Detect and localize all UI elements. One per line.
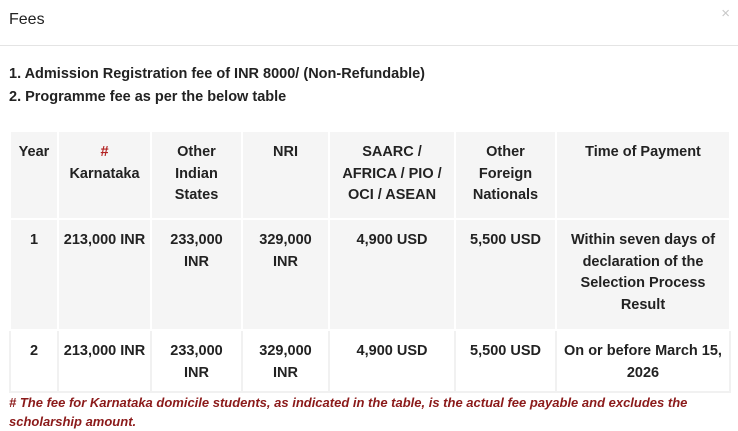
cell-karnataka: 213,000 INR xyxy=(58,219,151,330)
cell-year: 1 xyxy=(10,219,58,330)
modal-header xyxy=(0,0,738,46)
fee-intro xyxy=(9,63,425,109)
cell-other-indian-states: 233,000 INR xyxy=(151,330,242,392)
cell-other-foreign: 5,500 USD xyxy=(455,219,556,330)
header-other-indian-states: Other Indian States xyxy=(151,131,242,219)
cell-saarc: 4,900 USD xyxy=(329,219,455,330)
karnataka-footnote: # The fee for Karnataka domicile students, as indicated in the table, is the actual fee payable and excludes the scholarship amount. xyxy=(9,395,688,429)
cell-time-of-payment: Within seven days of declaration of the Selection Process Result xyxy=(556,219,730,330)
registration-fee-line: 1. Admission Registration fee of INR 8000/ (Non-Refundable) xyxy=(9,66,425,82)
close-icon[interactable]: × xyxy=(721,5,730,22)
header-year: Year xyxy=(10,131,58,219)
header-time-of-payment: Time of Payment xyxy=(556,131,730,219)
cell-nri: 329,000 INR xyxy=(242,219,329,330)
modal-title: Fees xyxy=(9,11,45,28)
header-karnataka xyxy=(58,131,151,219)
header-other-foreign: Other Foreign Nationals xyxy=(455,131,556,219)
table-header-row xyxy=(10,131,730,219)
cell-year: 2 xyxy=(10,330,58,392)
cell-saarc: 4,900 USD xyxy=(329,330,455,392)
header-karnataka-label: Karnataka xyxy=(69,165,140,182)
header-saarc: SAARC / AFRICA / PIO / OCI / ASEAN xyxy=(329,131,455,219)
table-row xyxy=(10,219,730,330)
cell-time-of-payment: On or before March 15, 2026 xyxy=(556,330,730,392)
programme-fee-line: 2. Programme fee as per the below table xyxy=(9,89,287,105)
table-row xyxy=(10,330,730,392)
header-nri: NRI xyxy=(242,131,329,219)
fees-table xyxy=(9,130,731,393)
cell-other-indian-states: 233,000 INR xyxy=(151,219,242,330)
karnataka-footnote-mark: # xyxy=(100,144,109,160)
cell-other-foreign: 5,500 USD xyxy=(455,330,556,392)
cell-karnataka: 213,000 INR xyxy=(58,330,151,392)
cell-nri: 329,000 INR xyxy=(242,330,329,392)
